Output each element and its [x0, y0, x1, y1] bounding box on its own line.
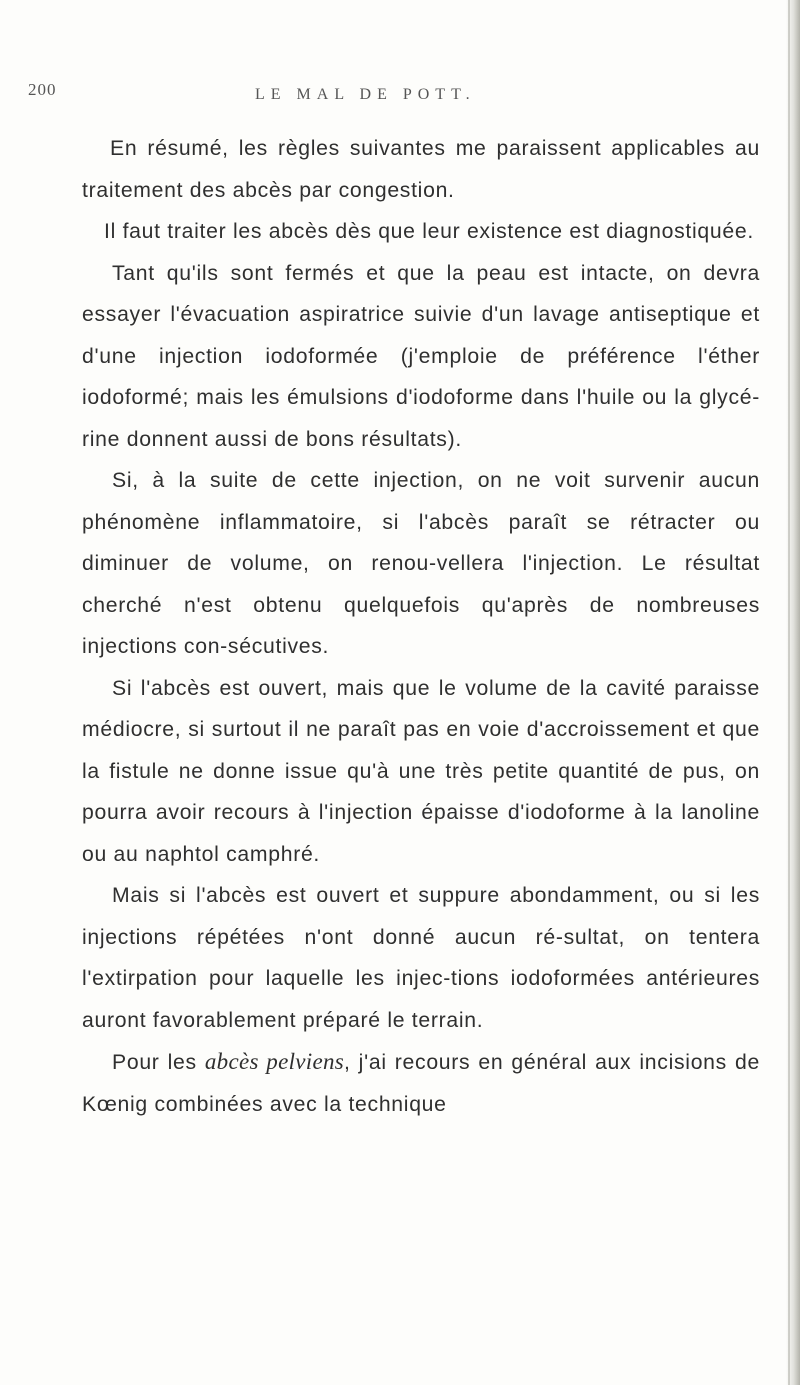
paragraph-pelvic-abscess — [82, 1041, 760, 1125]
paragraph-repeat-injection: Si, à la suite de cette injection, on ne voit survenir aucun phénomène inflammatoire, si l'abcès paraît se rétracter ou diminuer de volume, on renou-vellera l'injection. Le résultat cherché n'est obtenu quelquefois qu'après de nombreuses injections con-sécutives. — [82, 469, 760, 658]
page-edge-line — [788, 0, 790, 1385]
paragraph-extirpation: Mais si l'abcès est ouvert et suppure abondamment, ou si les injections répétées n'ont donné aucun ré-sultat, on tentera l'extirpation pour laquelle les injec-tions iodoformées antérieures auront favorablement préparé le terrain. — [82, 884, 760, 1032]
paragraph-closed-abscess: Tant qu'ils sont fermés et que la peau est intacte, on devra essayer l'évacuation aspiratrice suivie d'un lavage antiseptique et d'une injection iodoformée (j'emploie de préférence l'éther iodoformé; mais les émulsions d'iodoforme dans l'huile ou la glycé-rine donnent aussi de bons résultats). — [82, 261, 760, 451]
body-text — [82, 128, 760, 1125]
pelvic-text-before: Pour les — [112, 1051, 205, 1074]
pelvic-text-after: , j'ai recours en général aux incisions de Kœnig combinées avec la technique — [82, 1051, 760, 1116]
paragraph-treat-early: Il faut traiter les abcès dès que leur existence est diagnostiquée. — [104, 220, 754, 243]
page-number: 200 — [28, 80, 57, 99]
running-head: LE MAL DE POTT. — [255, 86, 476, 103]
paragraph-open-abscess: Si l'abcès est ouvert, mais que le volume de la cavité paraisse médiocre, si surtout il ne paraît pas en voie d'accroissement et que la fistule ne donne issue qu'à une très petite quantité de pus, on pourra avoir recours à l'injection épaisse d'iodoforme à la lanoline ou au naphtol camphré. — [82, 676, 760, 866]
pelvic-italic-term: abcès pelviens — [204, 1049, 345, 1074]
paragraph-summary: En résumé, les règles suivantes me paraissent applicables au traitement des abcès par congestion. — [82, 137, 760, 202]
